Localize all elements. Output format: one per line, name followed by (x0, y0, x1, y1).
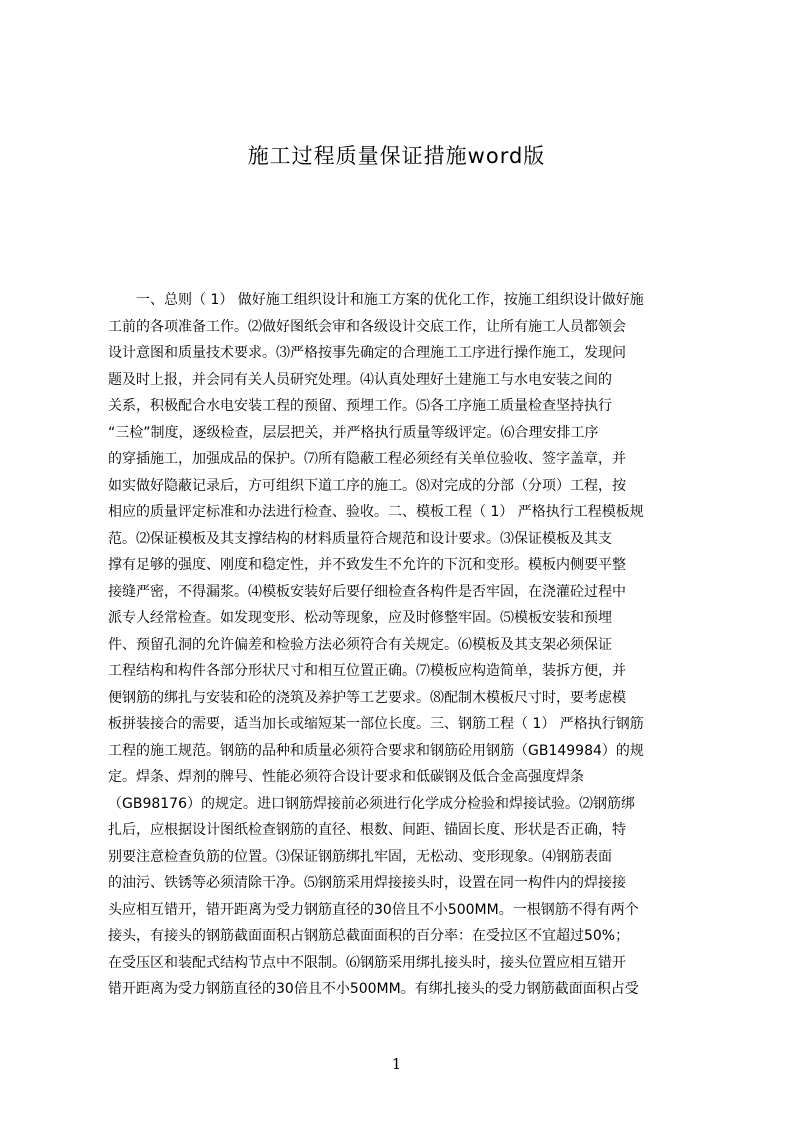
paragraph-line: 便钢筋的绑扎与安装和砼的浇筑及养护等工艺要求。⑻配制木模板尺寸时，要考虑模 (108, 689, 626, 706)
paragraph-line: 错开距离为受力钢筋直径的30倍且不小500MM。有绑扎接头的受力钢筋截面面积占受 (108, 981, 639, 997)
paragraph-line: 工程结构和构件各部分形状尺寸和相互位置正确。⑺模板应构造简单，装拆方便，并 (108, 663, 626, 679)
paragraph-line: 相应的质量评定标准和办法进行检查、验收。二、模板工程（ 1） 严格执行工程模板规 (108, 504, 644, 520)
paragraph-line: 在受压区和装配式结构节点中不限制。⑹钢筋采用绑扎接头时，接头位置应相互错开 (108, 954, 626, 971)
paragraph-line: 工程的施工规范。钢筋的品种和质量必须符合要求和钢筋砼用钢筋（GB149984）的规 (108, 742, 644, 759)
paragraph-line: （GB98176）的规定。进口钢筋焊接前必须进行化学成分检验和焊接试验。⑵钢筋绑 (108, 795, 635, 812)
document-body (108, 287, 708, 1047)
paragraph-line: 头应相互错开，错开距离为受力钢筋直径的30倍且不小500MM。一根钢筋不得有两个 (108, 901, 639, 918)
paragraph-line: 扎后，应根据设计图纸检查钢筋的直径、根数、间距、锚固长度、形状是否正确，特 (108, 822, 626, 838)
paragraph-line: 一、总则（ 1） 做好施工组织设计和施工方案的优化工作，按施工组织设计做好施 (108, 292, 644, 308)
paragraph-line: 题及时上报，并会同有关人员研究处理。⑷认真处理好土建施工与水电安装之间的 (108, 371, 612, 388)
paragraph-line: 范。⑵保证模板及其支撑结构的材料质量符合规范和设计要求。⑶保证模板及其支 (108, 530, 612, 547)
paragraph-line: 接缝严密，不得漏浆。⑷模板安装好后要仔细检查各构件是否牢固，在浇灌砼过程中 (108, 583, 626, 600)
paragraph-line: “三检”制度，逐级检查，层层把关，并严格执行质量等级评定。⑹合理安排工序 (108, 424, 599, 441)
paragraph-line: 件、预留孔洞的允许偏差和检验方法必须符合有关规定。⑹模板及其支架必须保证 (108, 636, 612, 653)
document-title: 施工过程质量保证措施word版 (247, 144, 546, 168)
paragraph-line: 接头，有接头的钢筋截面面积占钢筋总截面面积的百分率：在受拉区不宜超过50%； (108, 928, 630, 944)
paragraph-line: 关系，积极配合水电安装工程的预留、预埋工作。⑸各工序施工质量检查坚持执行 (108, 398, 612, 414)
paragraph-line: 如实做好隐蔽记录后，方可组织下道工序的施工。⑻对完成的分部（分项）工程，按 (108, 477, 626, 494)
paragraph-line: 工前的各项准备工作。⑵做好图纸会审和各级设计交底工作，让所有施工人员都领会 (108, 318, 626, 335)
paragraph-line: 派专人经常检查。如发现变形、松动等现象，应及时修整牢固。⑸模板安装和预埋 (108, 610, 612, 626)
paragraph-line: 板拼装接合的需要，适当加长或缩短某一部位长度。三、钢筋工程（ 1） 严格执行钢筋 (108, 716, 644, 732)
paragraph-line: 的穿插施工，加强成品的保护。⑺所有隐蔽工程必须经有关单位验收、签字盖章，并 (108, 451, 626, 467)
paragraph-line: 别要注意检查负筋的位置。⑶保证钢筋绑扎牢固，无松动、变形现象。⑷钢筋表面 (108, 848, 612, 865)
page-number: 1 (391, 1055, 402, 1073)
paragraph-line: 的油污、铁锈等必须清除干净。⑸钢筋采用焊接接头时，设置在同一构件内的焊接接 (108, 875, 626, 891)
paragraph-line: 撑有足够的强度、刚度和稳定性，并不致发生不允许的下沉和变形。模板内侧要平整 (108, 557, 626, 573)
paragraph-line: 设计意图和质量技术要求。⑶严格按事先确定的合理施工工序进行操作施工，发现问 (108, 345, 626, 361)
paragraph-line: 定。焊条、焊剂的牌号、性能必须符合设计要求和低碳钢及低合金高强度焊条 (108, 769, 584, 785)
